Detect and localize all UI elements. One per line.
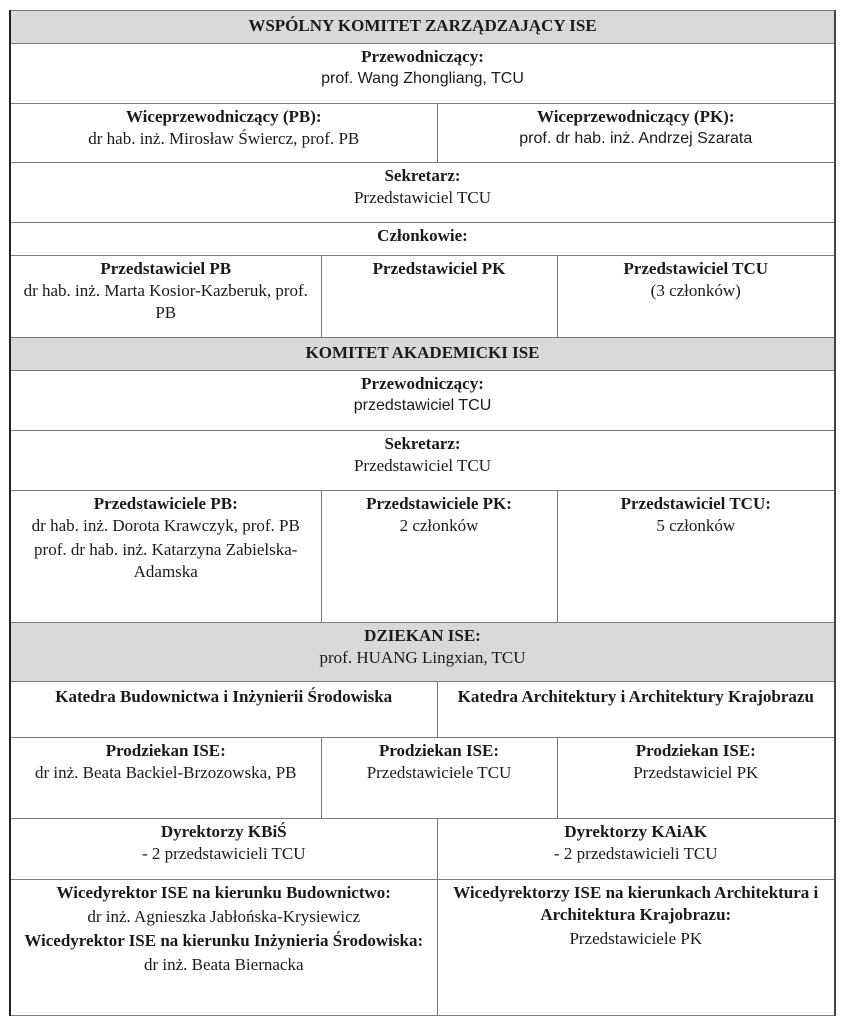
- department-kbis: Katedra Budownictwa i Inżynierii Środowiska: [10, 682, 437, 738]
- directors-kaiak-value: - 2 przedstawicieli TCU: [554, 844, 718, 863]
- vice-director-inzynieria-label: Wicedyrektor ISE na kierunku Inżynieria Środowiska:: [24, 931, 424, 950]
- vice-chair-pk-cell: [437, 104, 835, 163]
- academic-member-pb-value2: prof. dr hab. inż. Katarzyna Zabielska-Adamska: [34, 540, 298, 581]
- dean-value: prof. HUANG Lingxian, TCU: [319, 648, 526, 667]
- academic-member-pk-label: Przedstawiciele PK:: [366, 494, 512, 513]
- vice-chair-pb-label: Wiceprzewodniczący (PB):: [125, 107, 322, 126]
- vice-directors-kbis-cell: [10, 880, 437, 1016]
- member-tcu-label: Przedstawiciel TCU: [623, 259, 769, 278]
- vice-director-inzynieria-value: dr inż. Beata Biernacka: [143, 955, 304, 974]
- joint-committee-header: WSPÓLNY KOMITET ZARZĄDZAJĄCY ISE: [10, 11, 835, 44]
- directors-kaiak-cell: [437, 819, 835, 880]
- directors-kbis-cell: [10, 819, 437, 880]
- academic-secretary-value: Przedstawiciel TCU: [353, 456, 492, 475]
- joint-committee-chair-cell: [10, 44, 835, 104]
- academic-chair-cell: [10, 371, 835, 431]
- vice-directors-architektura-label: Wicedyrektorzy ISE na kierunkach Architektura i Architektura Krajobrazu:: [453, 883, 819, 924]
- org-structure-table: [9, 10, 836, 1016]
- vice-director-budownictwo-label: Wicedyrektor ISE na kierunku Budownictwo:: [56, 883, 391, 902]
- academic-member-tcu-cell: [557, 491, 835, 623]
- dean-cell: [10, 623, 835, 682]
- chair-value: prof. Wang Zhongliang, TCU: [321, 70, 524, 87]
- secretary-label: Sekretarz:: [384, 166, 461, 185]
- vice-dean-pb-value: dr inż. Beata Backiel-Brzozowska, PB: [34, 763, 297, 782]
- vice-chair-pb-cell: [10, 104, 437, 163]
- member-pb-value: dr hab. inż. Marta Kosior-Kazberuk, prof. PB: [23, 281, 308, 322]
- vice-dean-pk-value: Przedstawiciel PK: [633, 763, 759, 782]
- academic-member-pb-label: Przedstawiciele PB:: [93, 494, 238, 513]
- academic-member-pb-value: dr hab. inż. Dorota Krawczyk, prof. PB: [31, 516, 300, 535]
- directors-kbis-label: Dyrektorzy KBiŚ: [160, 822, 287, 841]
- vice-directors-kaiak-cell: [437, 880, 835, 1016]
- member-pb-label: Przedstawiciel PB: [100, 259, 232, 278]
- academic-secretary-label: Sekretarz:: [384, 434, 461, 453]
- vice-dean-tcu-label: Prodziekan ISE:: [378, 741, 500, 760]
- member-pb-cell: [10, 256, 321, 338]
- vice-dean-pk-cell: [557, 738, 835, 819]
- academic-member-pb-cell: [10, 491, 321, 623]
- academic-secretary-cell: [10, 431, 835, 491]
- vice-dean-tcu-cell: [321, 738, 557, 819]
- member-tcu-cell: [557, 256, 835, 338]
- directors-kaiak-label: Dyrektorzy KAiAK: [564, 822, 708, 841]
- directors-kbis-value: - 2 przedstawicieli TCU: [141, 844, 306, 863]
- academic-member-tcu-label: Przedstawiciel TCU:: [620, 494, 771, 513]
- academic-member-pk-value: 2 członków: [399, 516, 479, 535]
- chair-label: Przewodniczący:: [361, 47, 484, 66]
- academic-member-pk-cell: [321, 491, 557, 623]
- dean-label: DZIEKAN ISE:: [364, 626, 481, 645]
- academic-member-tcu-value: 5 członków: [656, 516, 736, 535]
- vice-director-budownictwo-value: dr inż. Agnieszka Jabłońska-Krysiewicz: [87, 907, 361, 926]
- vice-chair-pk-label: Wiceprzewodniczący (PK):: [537, 107, 735, 126]
- secretary-value: Przedstawiciel TCU: [353, 188, 492, 207]
- vice-dean-pb-label: Prodziekan ISE:: [105, 741, 226, 760]
- member-pk-cell: [321, 256, 557, 338]
- department-kaiak: Katedra Architektury i Architektury Krajobrazu: [437, 682, 835, 738]
- academic-chair-value: przedstawiciel TCU: [353, 397, 492, 414]
- vice-dean-pb-cell: [10, 738, 321, 819]
- member-pk-label: Przedstawiciel PK: [372, 259, 506, 278]
- vice-chair-pk-value: prof. dr hab. inż. Andrzej Szarata: [519, 130, 753, 147]
- joint-secretary-cell: [10, 163, 835, 223]
- member-tcu-value: (3 członków): [650, 281, 741, 300]
- academic-chair-label: Przewodniczący:: [361, 374, 484, 393]
- academic-committee-header: KOMITET AKADEMICKI ISE: [10, 338, 835, 371]
- members-label: Członkowie:: [10, 223, 835, 256]
- vice-directors-architektura-value: Przedstawiciele PK: [569, 929, 703, 948]
- vice-dean-pk-label: Prodziekan ISE:: [635, 741, 756, 760]
- vice-chair-pb-value: dr hab. inż. Mirosław Świercz, prof. PB: [88, 129, 360, 148]
- vice-dean-tcu-value: Przedstawiciele TCU: [366, 763, 512, 782]
